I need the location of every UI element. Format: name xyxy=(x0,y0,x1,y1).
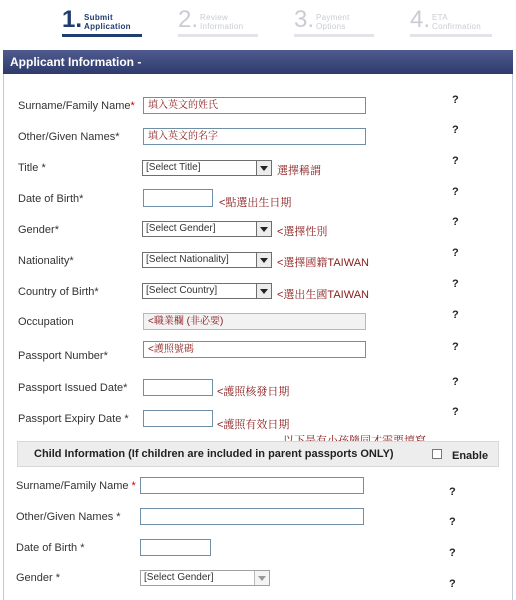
dob-note: <點選出生日期 xyxy=(219,197,292,209)
help-icon[interactable]: ? xyxy=(452,376,459,388)
step-label-line1: Submit xyxy=(84,13,113,22)
country-of-birth-note: <選出生國TAIWAN xyxy=(277,289,369,301)
gender-select[interactable] xyxy=(142,221,272,237)
nationality-select-value: [Select Nationality] xyxy=(146,254,229,265)
country-of-birth-label: Country of Birth* xyxy=(18,286,99,298)
child-information-title: Child Information (If children are included in parent passports ONLY) xyxy=(34,448,394,460)
step-number: 4. xyxy=(410,6,431,33)
help-icon[interactable]: ? xyxy=(449,516,456,528)
enable-label: Enable xyxy=(452,450,489,462)
step-label-line2: Confirmation xyxy=(432,22,481,31)
gender-label: Gender* xyxy=(18,224,59,236)
given-names-input[interactable]: 填入英文的名字 xyxy=(143,128,366,145)
given-names-label: Other/Given Names* xyxy=(18,131,120,143)
child-surname-input[interactable] xyxy=(140,477,364,494)
child-dob-input[interactable] xyxy=(140,539,211,556)
help-icon[interactable]: ? xyxy=(452,186,459,198)
help-icon[interactable]: ? xyxy=(452,155,459,167)
title-select-value: [Select Title] xyxy=(146,162,201,173)
title-note: 選擇稱謂 xyxy=(277,165,321,177)
dob-label: Date of Birth* xyxy=(18,193,84,205)
occupation-input[interactable]: <職業欄 (非必要) xyxy=(143,313,366,330)
help-icon[interactable]: ? xyxy=(452,309,459,321)
child-gender-select[interactable] xyxy=(140,570,270,586)
help-icon[interactable]: ? xyxy=(452,124,459,136)
help-icon[interactable]: ? xyxy=(452,216,459,228)
help-icon[interactable]: ? xyxy=(449,547,456,559)
help-icon[interactable]: ? xyxy=(452,341,459,353)
chevron-down-icon[interactable] xyxy=(256,284,271,298)
child-given-names-label: Other/Given Names * xyxy=(16,511,121,523)
step-eta-confirmation xyxy=(410,8,492,34)
step-payment-options xyxy=(294,8,374,34)
step-number: 2. xyxy=(178,6,199,33)
nationality-note: <選擇國籍TAIWAN xyxy=(277,257,369,269)
passport-issued-note: <護照核發日期 xyxy=(217,386,290,398)
chevron-down-icon[interactable] xyxy=(254,571,269,585)
passport-expiry-note: <護照有效日期 xyxy=(217,419,290,431)
help-icon[interactable]: ? xyxy=(452,247,459,259)
country-of-birth-select-value: [Select Country] xyxy=(146,285,218,296)
child-gender-select-value: [Select Gender] xyxy=(144,572,214,583)
help-icon[interactable]: ? xyxy=(449,578,456,590)
passport-expiry-label: Passport Expiry Date * xyxy=(18,413,129,425)
passport-issued-label: Passport Issued Date* xyxy=(18,382,128,394)
help-icon[interactable]: ? xyxy=(452,278,459,290)
title-label: Title * xyxy=(18,162,46,174)
gender-select-value: [Select Gender] xyxy=(146,223,216,234)
step-number: 3. xyxy=(294,6,315,33)
occupation-label: Occupation xyxy=(18,316,74,328)
gender-note: <選擇性別 xyxy=(277,226,328,238)
nationality-label: Nationality* xyxy=(18,255,74,267)
country-of-birth-select[interactable] xyxy=(142,283,272,299)
surname-label: Surname/Family Name* xyxy=(18,100,135,112)
help-icon[interactable]: ? xyxy=(449,486,456,498)
passport-number-input[interactable]: <護照號碼 xyxy=(143,341,366,358)
passport-number-label: Passport Number* xyxy=(18,350,108,362)
nationality-select[interactable] xyxy=(142,252,272,268)
progress-steps xyxy=(0,0,516,42)
child-given-names-input[interactable] xyxy=(140,508,364,525)
chevron-down-icon[interactable] xyxy=(256,161,271,175)
step-review-information xyxy=(178,8,258,34)
child-gender-label: Gender * xyxy=(16,572,61,584)
step-number: 1. xyxy=(62,6,83,33)
help-icon[interactable]: ? xyxy=(452,406,459,418)
child-dob-label: Date of Birth * xyxy=(16,542,85,554)
step-label-line1: ETA xyxy=(432,13,448,22)
step-label-line2: Application xyxy=(84,22,131,31)
step-underline xyxy=(62,34,142,37)
child-information-bar xyxy=(17,441,499,467)
section-title: Applicant Information - xyxy=(10,55,142,69)
step-underline xyxy=(178,34,258,37)
surname-input[interactable]: 填入英文的姓氏 xyxy=(143,97,366,114)
enable-checkbox[interactable] xyxy=(432,449,442,459)
step-label-line2: Options xyxy=(316,22,346,31)
step-label-line1: Payment xyxy=(316,13,350,22)
help-icon[interactable]: ? xyxy=(452,94,459,106)
step-label-line2: Information xyxy=(200,22,244,31)
chevron-down-icon[interactable] xyxy=(256,222,271,236)
chevron-down-icon[interactable] xyxy=(256,253,271,267)
step-submit-application xyxy=(62,8,142,34)
step-underline xyxy=(410,34,492,37)
child-surname-label: Surname/Family Name * xyxy=(16,480,136,492)
passport-issued-input[interactable] xyxy=(143,379,213,396)
section-header xyxy=(3,50,513,74)
passport-expiry-input[interactable] xyxy=(143,410,213,427)
dob-input[interactable] xyxy=(143,189,213,207)
title-select[interactable] xyxy=(142,160,272,176)
step-underline xyxy=(294,34,374,37)
step-label-line1: Review xyxy=(200,13,229,22)
